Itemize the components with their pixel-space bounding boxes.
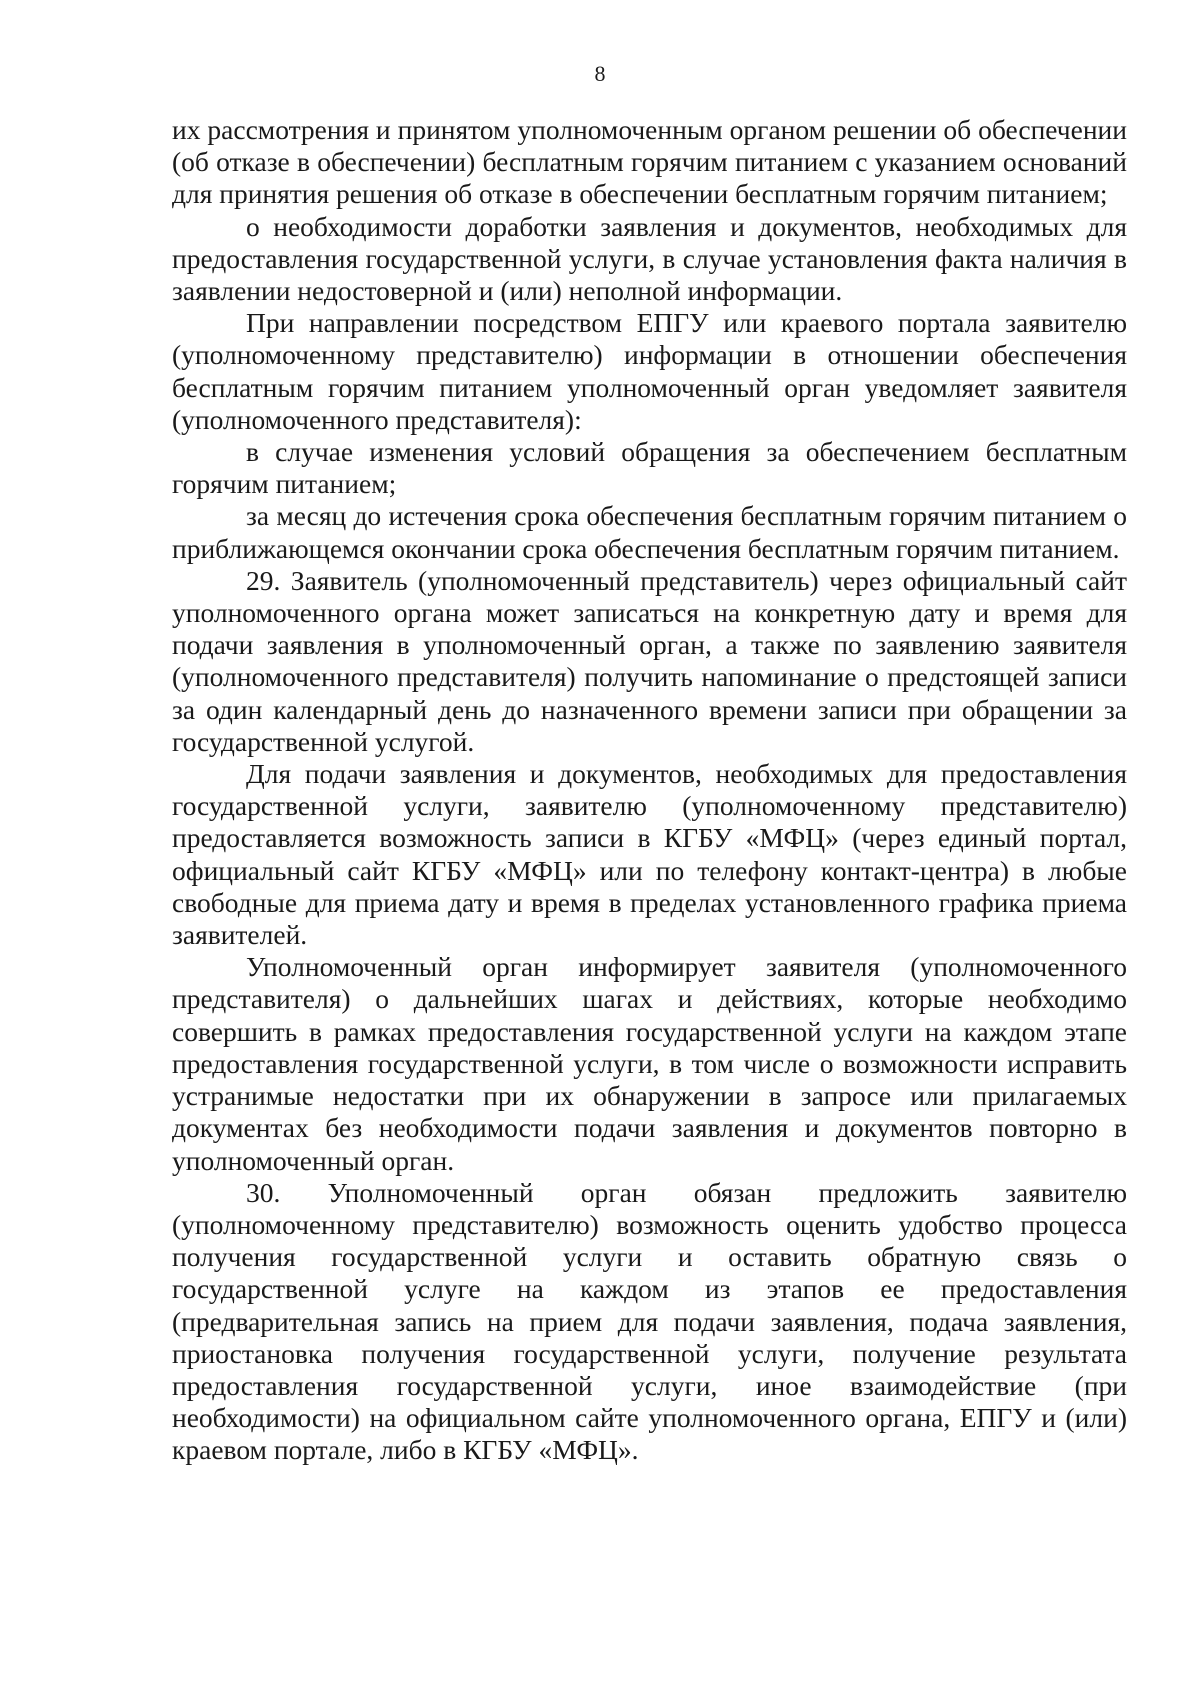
document-body: [172, 114, 1127, 1467]
paragraph-5: за месяц до истечения срока обеспечения бесплатным горячим питанием о приближающемся окончании срока обеспечения бесплатным горячим питанием.: [172, 500, 1127, 564]
paragraph-3: При направлении посредством ЕПГУ или краевого портала заявителю (уполномоченному представителю) информации в отношении обеспечения бесплатным горячим питанием уполномоченный орган уведомляет заявителя (уполномоченного представителя):: [172, 307, 1127, 435]
paragraph-7: Для подачи заявления и документов, необходимых для предоставления государственной услуги, заявителю (уполномоченному представителю) предоставляется возможность записи в КГБУ «МФЦ» (через единый портал, официальный сайт КГБУ «МФЦ» или по телефону контакт-центра) в любые свободные для приема дату и время в пределах установленного графика приема заявителей.: [172, 758, 1127, 951]
paragraph-1: их рассмотрения и принятом уполномоченным органом решении об обеспечении (об отказе в обеспечении) бесплатным горячим питанием с указанием оснований для принятия решения об отказе в обеспечении бесплатным горячим питанием;: [172, 114, 1127, 210]
page-number: 8: [594, 61, 606, 86]
paragraph-item-30: 30. Уполномоченный орган обязан предложить заявителю (уполномоченному представителю) возможность оценить удобство процесса получения государственной услуги и оставить обратную связь о государственной услуге на каждом из этапов ее предоставления (предварительная запись на прием для подачи заявления, подача заявления, приостановка получения государственной услуги, получение результата предоставления государственной услуги, иное взаимодействие (при необходимости) на официальном сайте уполномоченного органа, ЕПГУ и (или) краевом портале, либо в КГБУ «МФЦ».: [172, 1176, 1127, 1466]
paragraph-item-29: 29. Заявитель (уполномоченный представитель) через официальный сайт уполномоченного органа может записаться на конкретную дату и время для подачи заявления в уполномоченный орган, а также по заявлению заявителя (уполномоченного представителя) получить напоминание о предстоящей записи за один календарный день до назначенного времени записи при обращении за государственной услугой.: [172, 564, 1127, 757]
paragraph-4: в случае изменения условий обращения за обеспечением бесплатным горячим питанием;: [172, 436, 1127, 500]
paragraph-8: Уполномоченный орган информирует заявителя (уполномоченного представителя) о дальнейших шагах и действиях, которые необходимо совершить в рамках предоставления государственной услуги на каждом этапе предоставления государственной услуги, в том числе о возможности исправить устранимые недостатки при их обнаружении в запросе или прилагаемых документах без необходимости подачи заявления и документов повторно в уполномоченный орган.: [172, 951, 1127, 1176]
paragraph-2: о необходимости доработки заявления и документов, необходимых для предоставления государственной услуги, в случае установления факта наличия в заявлении недостоверной и (или) неполной информации.: [172, 210, 1127, 307]
